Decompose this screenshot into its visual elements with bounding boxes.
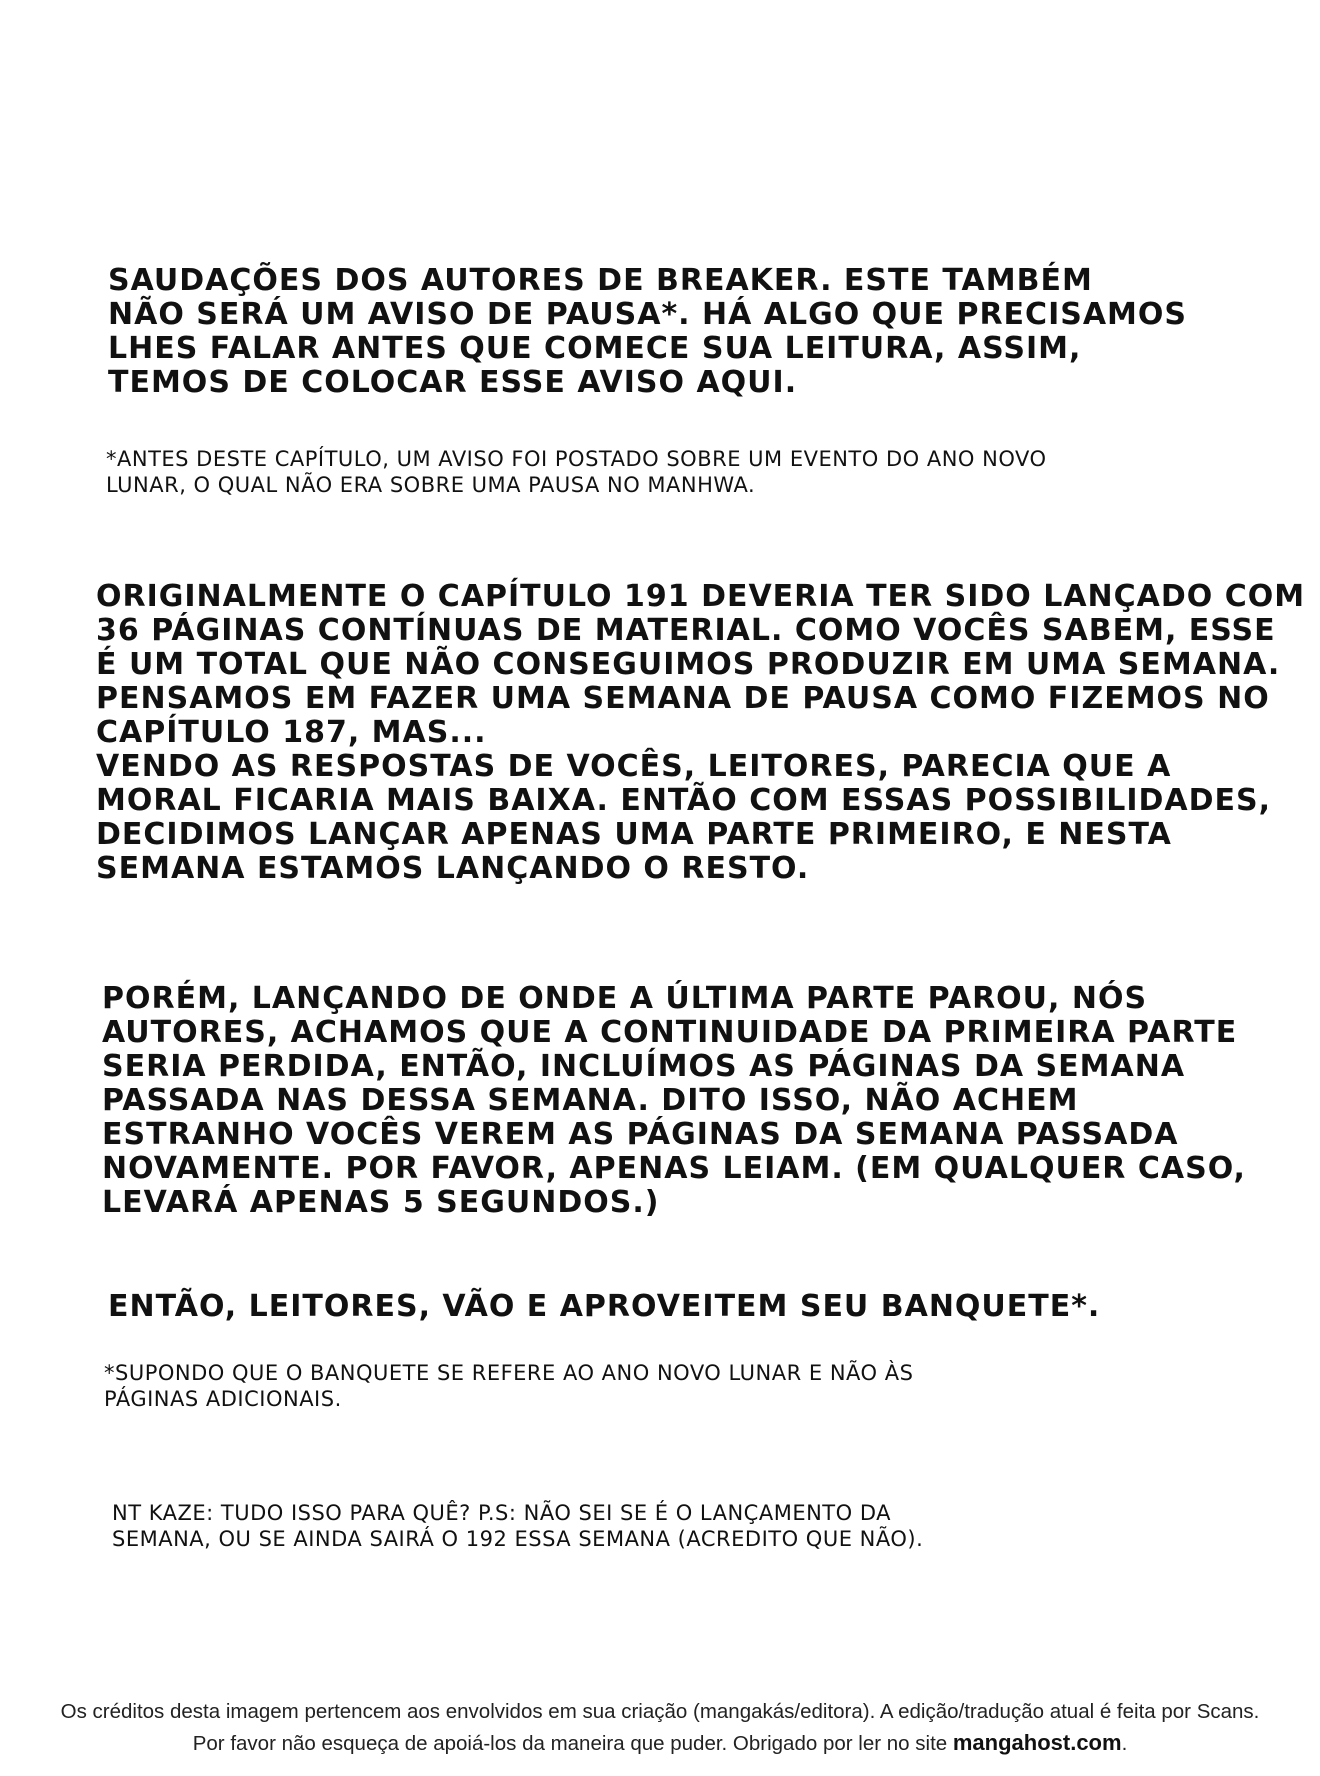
text-line: NT KAZE: TUDO ISSO PARA QUÊ? P.S: NÃO SEI SE É O LANÇAMENTO DA bbox=[112, 1501, 892, 1525]
text-line: É UM TOTAL QUE NÃO CONSEGUIMOS PRODUZIR EM UMA SEMANA. bbox=[96, 647, 1281, 682]
text-line: ESTRANHO VOCÊS VEREM AS PÁGINAS DA SEMANA PASSADA bbox=[102, 1117, 1179, 1152]
text-line: SERIA PERDIDA, ENTÃO, INCLUÍMOS AS PÁGINAS DA SEMANA bbox=[102, 1049, 1186, 1084]
translator-note bbox=[112, 1500, 923, 1552]
text-line: PASSADA NAS DESSA SEMANA. DITO ISSO, NÃO ACHEM bbox=[102, 1083, 1079, 1118]
text-line: ORIGINALMENTE O CAPÍTULO 191 DEVERIA TER SIDO LANÇADO COM bbox=[96, 579, 1306, 614]
text-line: 36 PÁGINAS CONTÍNUAS DE MATERIAL. COMO VOCÊS SABEM, ESSE bbox=[96, 613, 1276, 648]
credits-line: Os créditos desta imagem pertencem aos envolvidos em sua criação (mangakás/editora). A edição/tradução atual é feita por Scans. bbox=[60, 1700, 1260, 1723]
site-link[interactable]: mangahost.com bbox=[952, 1730, 1122, 1755]
footnote-banquet bbox=[104, 1360, 913, 1412]
thanks-suffix: . bbox=[1121, 1732, 1128, 1755]
text-line: LHES FALAR ANTES QUE COMECE SUA LEITURA, ASSIM, bbox=[108, 331, 1082, 366]
footnote-pause-notice bbox=[106, 446, 1047, 498]
text-line: SEMANA ESTAMOS LANÇANDO O RESTO. bbox=[96, 851, 810, 886]
text-line: LUNAR, O QUAL NÃO ERA SOBRE UMA PAUSA NO MANHWA. bbox=[106, 473, 756, 497]
banquet-paragraph bbox=[108, 1290, 1100, 1324]
text-line: VENDO AS RESPOSTAS DE VOCÊS, LEITORES, PARECIA QUE A bbox=[96, 749, 1172, 784]
text-line: NÃO SERÁ UM AVISO DE PAUSA*. HÁ ALGO QUE PRECISAMOS bbox=[108, 297, 1188, 332]
text-line: CAPÍTULO 187, MAS... bbox=[96, 715, 487, 750]
credits-footer bbox=[0, 1696, 1320, 1759]
text-line: LEVARÁ APENAS 5 SEGUNDOS.) bbox=[102, 1185, 660, 1220]
text-line: AUTORES, ACHAMOS QUE A CONTINUIDADE DA PRIMEIRA PARTE bbox=[102, 1015, 1238, 1050]
text-line: SAUDAÇÕES DOS AUTORES DE BREAKER. ESTE TAMBÉM bbox=[108, 263, 1093, 298]
thanks-text: Por favor não esqueça de apoiá-los da maneira que puder. Obrigado por ler no site bbox=[192, 1732, 953, 1755]
text-line: *ANTES DESTE CAPÍTULO, UM AVISO FOI POSTADO SOBRE UM EVENTO DO ANO NOVO bbox=[106, 447, 1047, 471]
text-line: NOVAMENTE. POR FAVOR, APENAS LEIAM. (EM QUALQUER CASO, bbox=[102, 1151, 1246, 1186]
text-line: ENTÃO, LEITORES, VÃO E APROVEITEM SEU BANQUETE*. bbox=[108, 1289, 1101, 1324]
text-line: MORAL FICARIA MAIS BAIXA. ENTÃO COM ESSAS POSSIBILIDADES, bbox=[96, 783, 1272, 818]
text-line: DECIDIMOS LANÇAR APENAS UMA PARTE PRIMEIRO, E NESTA bbox=[96, 817, 1172, 852]
greeting-paragraph bbox=[108, 264, 1187, 400]
thanks-line bbox=[0, 1727, 1320, 1759]
chapter-explanation-paragraph bbox=[96, 580, 1305, 886]
text-line: *SUPONDO QUE O BANQUETE SE REFERE AO ANO NOVO LUNAR E NÃO ÀS bbox=[104, 1361, 914, 1385]
continuity-paragraph bbox=[102, 982, 1246, 1220]
text-line: SEMANA, OU SE AINDA SAIRÁ O 192 ESSA SEMANA (ACREDITO QUE NÃO). bbox=[112, 1527, 924, 1551]
text-line: PENSAMOS EM FAZER UMA SEMANA DE PAUSA COMO FIZEMOS NO bbox=[96, 681, 1270, 716]
text-line: TEMOS DE COLOCAR ESSE AVISO AQUI. bbox=[108, 365, 798, 400]
text-line: PÁGINAS ADICIONAIS. bbox=[104, 1387, 342, 1411]
text-line: PORÉM, LANÇANDO DE ONDE A ÚLTIMA PARTE PAROU, NÓS bbox=[102, 981, 1148, 1016]
